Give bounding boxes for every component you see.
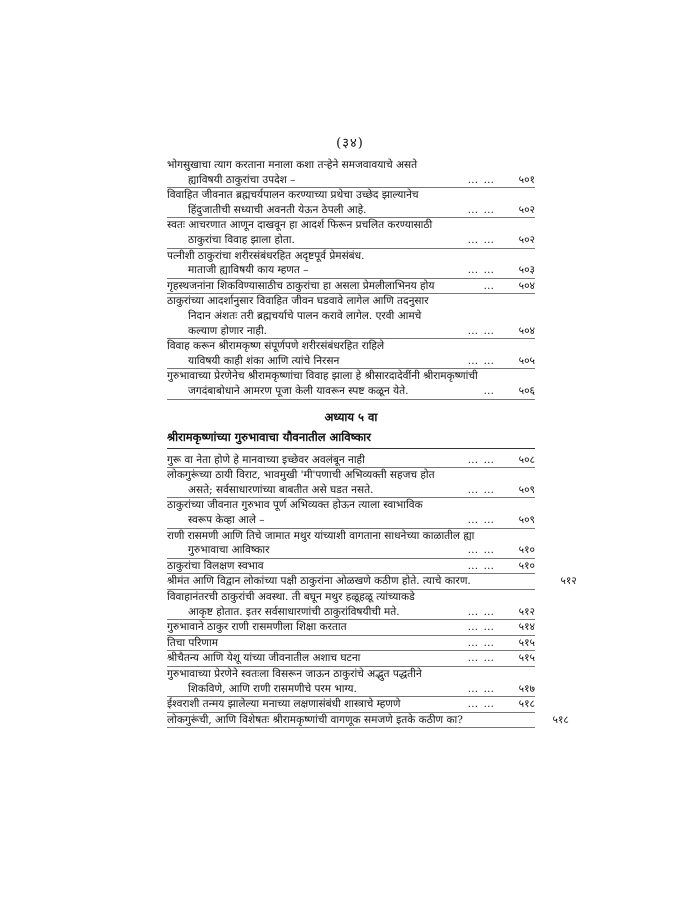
toc-leader-dots: … …: [467, 203, 495, 216]
toc-entry-text: ईश्वराशी तन्मय झालेल्या मनाच्या लक्षणासंबंधी शास्त्राचे म्हणणे: [167, 698, 401, 711]
toc-entry-line: [167, 309, 535, 324]
toc-entry: [167, 453, 535, 469]
page-number: (३४): [336, 136, 364, 151]
toc-entry-line: [167, 263, 535, 278]
toc-leader-dots: … …: [467, 698, 495, 711]
toc-page-number: ५०४: [518, 279, 535, 292]
toc-entry-line: [167, 203, 535, 218]
toc-entry-text: असते; सर्वसाधारणांच्या बाबतीत असे घडत नसते.: [188, 483, 374, 496]
toc-leader-dots: … …: [467, 544, 495, 557]
toc-entry-line: [167, 605, 535, 620]
toc-entry: [167, 158, 535, 188]
toc-group-2: [167, 453, 577, 729]
toc-entry-text: गृहस्थजनांना शिकविण्यासाठीच ठाकुरांचा हा असला प्रेमलीलाभिनय होय: [167, 279, 435, 292]
toc-entry: [167, 590, 535, 620]
chapter-heading: अध्याय ५ वा: [324, 409, 378, 424]
toc-leader-dots: … …: [467, 605, 495, 618]
toc-page-number: ५१०: [518, 559, 535, 572]
toc-entry-line: [167, 543, 535, 558]
toc-page-number: ५०९: [518, 514, 535, 527]
toc-entry-line: [167, 218, 535, 233]
toc-entry-line: [167, 620, 535, 635]
toc-entry-line: [167, 339, 535, 354]
toc-leader-dots: … …: [467, 514, 495, 527]
toc-leader-dots: … …: [467, 636, 495, 649]
toc-entry-line: [167, 513, 535, 528]
toc-entry-text: ठाकुरांचा विलक्षण स्वभाव: [167, 559, 264, 572]
toc-entry: [167, 697, 535, 713]
toc-entry: [167, 279, 535, 295]
toc-entry-text: ठाकुरांच्या जीवनात गुरुभाव पूर्ण अभिव्यक्त होऊन त्याला स्वाभाविक: [167, 499, 423, 512]
toc-entry-line: [167, 483, 535, 498]
toc-entry-text: ठाकुरांच्या आदर्शानुसार विवाहित जीवन घडवावे लागेल आणि तदनुसार: [167, 295, 429, 308]
toc-entry: [167, 249, 535, 279]
toc-entry-line: [167, 369, 535, 384]
toc-entry-text: लोकगुरूंची, आणि विशेषतः श्रीरामकृष्णांची वागणूक समजणे इतके कठीण का?: [167, 713, 463, 726]
toc-entry-text: स्वरूप केव्हा आले –: [188, 514, 265, 527]
toc-entry-line: [167, 529, 535, 544]
toc-entry-text: याविषयी काही शंका आणि त्यांचे निरसन: [188, 354, 340, 367]
toc-entry: [167, 667, 535, 697]
toc-entry-text: निदान अंशतः तरी ब्रह्मचर्याचे पालन करावे लागेल. एरवी आमचे: [188, 309, 422, 322]
toc-entry-text: माताजी ह्याविषयी काय म्हणत –: [188, 264, 309, 277]
toc-page-number: ५१२: [518, 605, 535, 618]
toc-page-number: ५०२: [518, 233, 535, 246]
toc-entry-text: ह्याविषयी ठाकुरांचा उपदेश –: [188, 173, 296, 186]
toc-page-number: ५१२: [560, 575, 577, 588]
toc-page-number: ५१७: [518, 682, 535, 695]
section-title: श्रीरामकृष्णांच्या गुरुभावाचा यौवनातील आविष्कार: [167, 430, 535, 449]
toc-leader-dots: … …: [467, 264, 495, 277]
toc-entry-text: गुरुभावाच्या प्रेरणेने स्वतःला विसरून जाऊन ठाकुरांचे अद्भुत पद्धतीने: [167, 668, 422, 680]
toc-entry: [167, 636, 535, 652]
toc-entry: [167, 713, 569, 729]
toc-entry-text: गुरू वा नेता होणे हे मानवाच्या इच्छेवर अवलंबून नाही: [167, 453, 365, 466]
toc-entry: [167, 188, 535, 218]
toc-entry: [167, 620, 535, 636]
toc-entry-line: [167, 188, 535, 203]
toc-leader-dots: … …: [467, 682, 495, 695]
toc-entry-line: [167, 636, 535, 651]
toc-entry-text: कल्याण होणार नाही.: [188, 324, 268, 337]
toc-entry-line: [167, 294, 535, 309]
toc-entry-text: आकृष्ट होतात. इतर सर्वसाधारणांची ठाकुरांविषयीची मते.: [188, 605, 400, 618]
toc-entry: [167, 498, 535, 528]
toc-entry-line: [167, 233, 535, 248]
toc-entry-text: भोगसुखाचा त्याग करताना मनाला कशा तऱ्हेने समजवावयाचे असते: [167, 159, 418, 171]
toc-leader-dots: … …: [467, 621, 495, 634]
toc-leader-dots: …: [483, 384, 495, 397]
toc-entry: [167, 339, 535, 369]
toc-entry-line: [167, 468, 535, 483]
toc-leader-dots: … …: [467, 453, 495, 466]
toc-group-1: [167, 158, 535, 400]
toc-entry-text: विवाहित जीवनात ब्रह्मचर्यपालन करण्याच्या प्रथेचा उच्छेद झाल्यानेच: [167, 189, 419, 202]
toc-leader-dots: … …: [467, 559, 495, 572]
toc-entry: [167, 294, 535, 339]
toc-entry-text: गुरुभावाचा आविष्कार: [188, 544, 270, 557]
toc-entry: [167, 218, 535, 248]
toc-entry-line: [167, 498, 535, 513]
toc-entry-line: [167, 384, 535, 399]
toc-leader-dots: …: [483, 279, 495, 292]
toc-entry-line: [167, 682, 535, 697]
toc-entry-text: जगदंबाबोधाने आमरण पूजा केली यावरून स्पष्ट कळून येते.: [188, 384, 409, 397]
toc-entry-text: श्रीचैतन्य आणि येशू यांच्या जीवनातील अशाच घटना: [167, 652, 361, 665]
toc-entry-line: [167, 324, 535, 339]
toc-leader-dots: … …: [467, 354, 495, 367]
toc-page-number: ५०३: [518, 264, 535, 277]
toc-entry: [167, 369, 535, 399]
toc-entry-text: हिंदुजातीची सध्याची अवनती येऊन ठेपली आहे.: [188, 203, 367, 216]
toc-entry-text: राणी रासमणी आणि तिचे जामात मथुर यांच्याशी वागताना साधनेच्या काळातील ह्या: [167, 529, 475, 542]
toc-leader-dots: … …: [467, 483, 495, 496]
toc-page-number: ५१०: [518, 544, 535, 557]
toc-entry-text: ठाकुरांचा विवाह झाला होता.: [188, 233, 295, 246]
toc-entry-text: तिचा परिणाम: [167, 636, 218, 649]
toc-entry: [167, 468, 535, 498]
toc-entry-line: [167, 249, 535, 264]
toc-entry-line: [167, 667, 535, 682]
toc-entry-text: श्रीमंत आणि विद्वान लोकांच्या पक्षी ठाकुरांना ओळखणे कठीण होते. त्याचे कारण.: [167, 575, 471, 588]
toc-page-number: ५०६: [518, 384, 535, 397]
toc-page-number: ५०२: [518, 203, 535, 216]
toc-entry-line: [167, 651, 535, 666]
toc-entry: [167, 559, 535, 575]
toc-entry: [167, 574, 577, 590]
toc-page-number: ५०५: [518, 354, 535, 367]
toc-page-number: ५१८: [518, 698, 535, 711]
toc-entry-text: शिकविणे, आणि राणी रासमणीचे परम भाग्य.: [188, 682, 357, 695]
toc-entry-text: लोकगुरूंच्या ठायी विराट, भावमुखी 'मी'पणाची अभिव्यक्ती सहजच होत: [167, 469, 435, 482]
toc-leader-dots: … …: [467, 324, 495, 337]
toc-page-number: ५१५: [518, 652, 535, 665]
toc-entry-line: [167, 158, 535, 173]
toc-entry-text: स्वतः आचरणात आणून दाखवून हा आदर्श फिरून प्रचलित करण्यासाठी: [167, 219, 433, 232]
toc-page-number: ५०४: [518, 324, 535, 337]
toc-entry-line: [167, 173, 535, 188]
toc-entry-line: [167, 279, 535, 294]
toc-leader-dots: … …: [467, 233, 495, 246]
toc-page-number: ५१४: [518, 621, 535, 634]
toc-page-number: ५१५: [518, 636, 535, 649]
toc-entry-line: [167, 574, 577, 589]
toc-entry-line: [167, 354, 535, 369]
toc-entry-text: पत्नीशी ठाकुरांचा शरीरसंबंधरहित अदृष्टपूर्व प्रेमसंबंध.: [167, 249, 365, 262]
toc-leader-dots: … …: [467, 652, 495, 665]
toc-entry-line: [167, 590, 535, 605]
toc-entry-text: गुरुभावाने ठाकुर राणी रासमणीला शिक्षा करतात: [167, 621, 347, 634]
toc-entry: [167, 529, 535, 559]
toc-entry-line: [167, 713, 569, 728]
toc-entry-line: [167, 453, 535, 468]
toc-entry-text: विवाहानंतरची ठाकुरांची अवस्था. ती बघून मथुर हळूहळू त्यांच्याकडे: [167, 591, 415, 604]
toc-page-number: ५०८: [518, 453, 535, 466]
toc-entry-line: [167, 559, 535, 574]
toc-page-number: ५०१: [518, 173, 535, 186]
toc-leader-dots: … …: [467, 173, 495, 186]
toc-entry-text: गुरुभावाच्या प्रेरणेनेच श्रीरामकृष्णांचा विवाह झाला हे श्रीसारदादेवींनी श्रीरामकृष्णांची: [167, 370, 478, 383]
toc-entry-line: [167, 697, 535, 712]
toc-page-number: ५१८: [552, 713, 569, 726]
toc-entry: [167, 651, 535, 667]
table-of-contents: [167, 158, 577, 728]
toc-page-number: ५०९: [518, 483, 535, 496]
toc-entry-text: विवाह करून श्रीरामकृष्ण संपूर्णपणे शरीरसंबंधरहित राहिले: [167, 340, 385, 353]
